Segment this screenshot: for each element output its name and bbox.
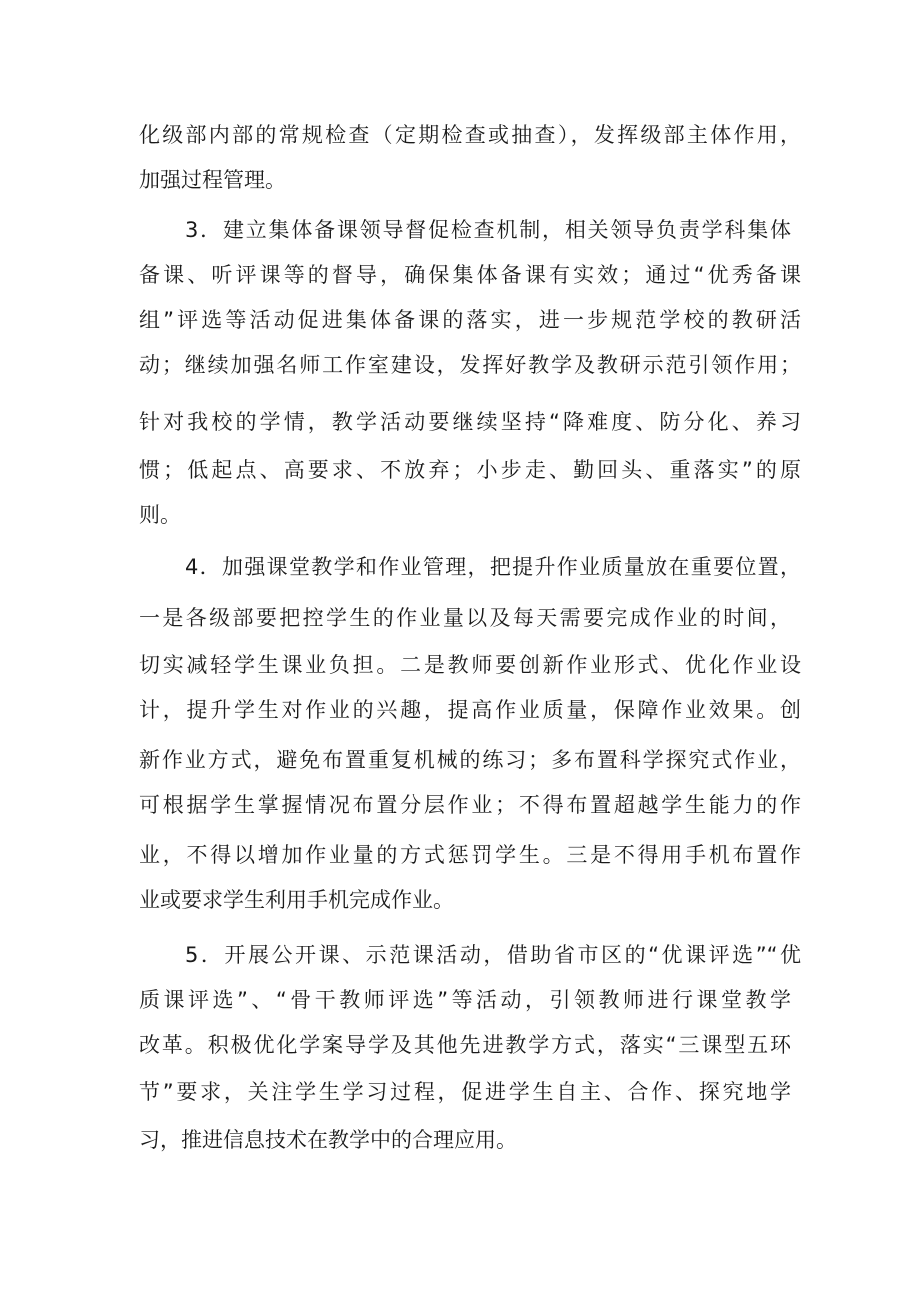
text-line: 3．建立集体备课领导督促检查机制，相关领导负责学科集体 <box>185 218 791 242</box>
text-line: 5．开展公开课、示范课活动，借助省市区的“优课评选”“优 <box>185 943 801 967</box>
text-line: 节”要求，关注学生学习过程，促进学生自主、合作、探究地学 <box>139 1080 791 1104</box>
text-line: 新作业方式，避免布置重复机械的练习；多布置科学探究式作业， <box>139 748 801 772</box>
text-line: 质课评选”、“骨干教师评选”等活动，引领教师进行课堂教学 <box>139 988 791 1012</box>
text-line: 改革。积极优化学案导学及其他先进教学方式，落实“三课型五环 <box>139 1033 791 1057</box>
text-line: 一是各级部要把控学生的作业量以及每天需要完成作业的时间， <box>139 606 791 630</box>
text-line: 业或要求学生利用手机完成作业。 <box>139 888 454 912</box>
text-line: 可根据学生掌握情况布置分层作业；不得布置超越学生能力的作 <box>139 793 801 817</box>
text-line: 习，推进信息技术在教学中的合理应用。 <box>139 1128 517 1152</box>
text-line: 动；继续加强名师工作室建设，发挥好教学及教研示范引领作用； <box>139 353 801 377</box>
text-line: 则。 <box>139 503 181 527</box>
text-line: 化级部内部的常规检查（定期检查或抽查），发挥级部主体作用， <box>139 123 801 147</box>
text-line: 切实减轻学生课业负担。二是教师要创新作业形式、优化作业设 <box>139 653 801 677</box>
text-line: 4．加强课堂教学和作业管理，把提升作业质量放在重要位置， <box>185 555 801 579</box>
text-line: 针对我校的学情，教学活动要继续坚持“降难度、防分化、养习 <box>139 410 801 434</box>
text-line: 惯；低起点、高要求、不放弃；小步走、勤回头、重落实”的原 <box>139 458 801 482</box>
text-line: 组”评选等活动促进集体备课的落实，进一步规范学校的教研活 <box>139 308 801 332</box>
text-line: 加强过程管理。 <box>139 168 286 192</box>
text-line: 计，提升学生对作业的兴趣，提高作业质量，保障作业效果。创 <box>139 698 801 722</box>
text-line: 备课、听评课等的督导，确保集体备课有实效；通过“优秀备课 <box>139 263 801 287</box>
text-line: 业，不得以增加作业量的方式惩罚学生。三是不得用手机布置作 <box>139 843 801 867</box>
